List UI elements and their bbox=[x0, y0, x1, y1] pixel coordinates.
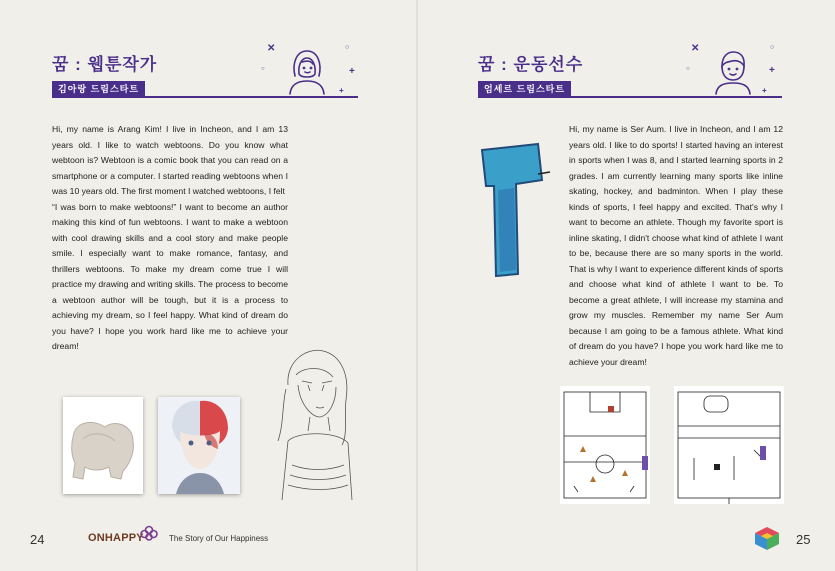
left-page-title: 꿈 : 웹툰작가 bbox=[52, 55, 158, 74]
left-page: 꿈 : 웹툰작가 김아랑 드림스타트 ✕ ○ + ○ + Hi, my name is Arang Kim! I live in Incheon, and I am 13 years old. I like to watch webtoons. Do you know what webtoon is? Webtoon is a comic book that you can read on a smartphone or a computer. I started reading webtoons when I was 10 years old. The first moment I watched webtoons, I felt “I was born to make webtoons!” I want to become an author making this kind of fun webtoons. I want to make a webtoon with cool drawing skills and a cool story and make people smile. I especially want to make romance, fantasy, and thrillers webtoons. To make my dream come true I will practice my drawing and writing skills. The process to become a webtoon author will be tough, but it is a process to achieving my dream, so I feel happy. What kind of dream do you have? I hope you work hard like me to achieve your dream! 24 ONHAPPY The Story of Our Happiness bbox=[0, 0, 417, 571]
flower-logo-icon bbox=[140, 525, 158, 545]
cube-logo-icon bbox=[752, 525, 782, 551]
right-page: 꿈 : 운동선수 엄세르 드림스타트 ✕ ○ + ○ + Hi, my name is Ser Aum. I live in Incheon, and I am 12 years old. I like to do sports! I started having an interest in sports when I was 8, and I started learning sports in 2 grades. I am currently learning many sports like inline skating, hockey, and badminton. When I play these kinds of sports, I feel happy and excited. That's why I want to become an athlete. Though my favorite sport is inline skating, I didn't choose what kind of athlete I want to be, because there are so many sports in the world. That is why I want to experience different kinds of sports and choose what kind of athlete I want to be. To become a great athlete, I will increase my stamina and grow my muscles. Remember my name Ser Aum because I am going to be a famous athlete. What kind of dream do you have? I hope you work hard like me to achieve your dream! 25 bbox=[418, 0, 835, 571]
clay-sculpture-photo bbox=[63, 397, 143, 494]
left-author-tag: 김아랑 드림스타트 bbox=[52, 81, 145, 97]
right-author-tag: 엄세르 드림스타트 bbox=[478, 81, 571, 97]
rink-drawing-left bbox=[560, 386, 650, 504]
rink-drawing-right bbox=[674, 386, 784, 504]
right-body-text: Hi, my name is Ser Aum. I live in Incheon, and I am 12 years old. I like to do sports! I started having an interest in sports when I was 8, and I started learning sports in 2 grades. I am currently learning many sports like inline skating, hockey, and badminton. When I play these kinds of sports, I feel happy and excited. That's why I want to become an athlete. Though my favorite sport is inline skating, I didn't choose what kind of athlete I want to be, because there are so many sports in the world. That is why I want to experience different kinds of sports and choose what kind of athlete I want to be. To become a great athlete, I will increase my stamina and grow my muscles. Remember my name Ser Aum because I am going to be a famous athlete. What kind of dream do you have? I hope you work hard like me to achieve your dream! bbox=[569, 124, 783, 367]
right-page-number: 25 bbox=[796, 532, 811, 547]
left-page-number: 24 bbox=[30, 532, 45, 547]
brand-tagline: The Story of Our Happiness bbox=[169, 534, 269, 543]
girl-avatar-icon bbox=[286, 46, 328, 96]
left-body-text: Hi, my name is Arang Kim! I live in Incheon, and I am 13 years old. I like to watch webtoons. Do you know what webtoon is? Webtoon is a comic book that you can read on a smartphone or a computer. I started reading webtoons when I was 10 years old. The first moment I watched webtoons, I felt “I was born to make webtoons!” I want to become an author making this kind of fun webtoons. I want to make a webtoon with cool drawing skills and a cool story and make people smile. I especially want to make romance, fantasy, and thrillers webtoons. To make my dream come true I will practice my drawing and writing skills. The process to become a webtoon author will be tough, but it is a process to achieving my dream, so I feel happy. What kind of dream do you have? I hope you work hard like me to achieve your dream! bbox=[52, 124, 288, 351]
anime-drawing-photo bbox=[158, 397, 240, 494]
right-page-title: 꿈 : 운동선수 bbox=[478, 55, 584, 74]
boy-avatar-icon bbox=[712, 46, 754, 96]
brand-name: ONHAPPY bbox=[88, 532, 144, 544]
sketch-girl-drawing bbox=[268, 345, 358, 500]
letter-drawing bbox=[476, 140, 556, 280]
